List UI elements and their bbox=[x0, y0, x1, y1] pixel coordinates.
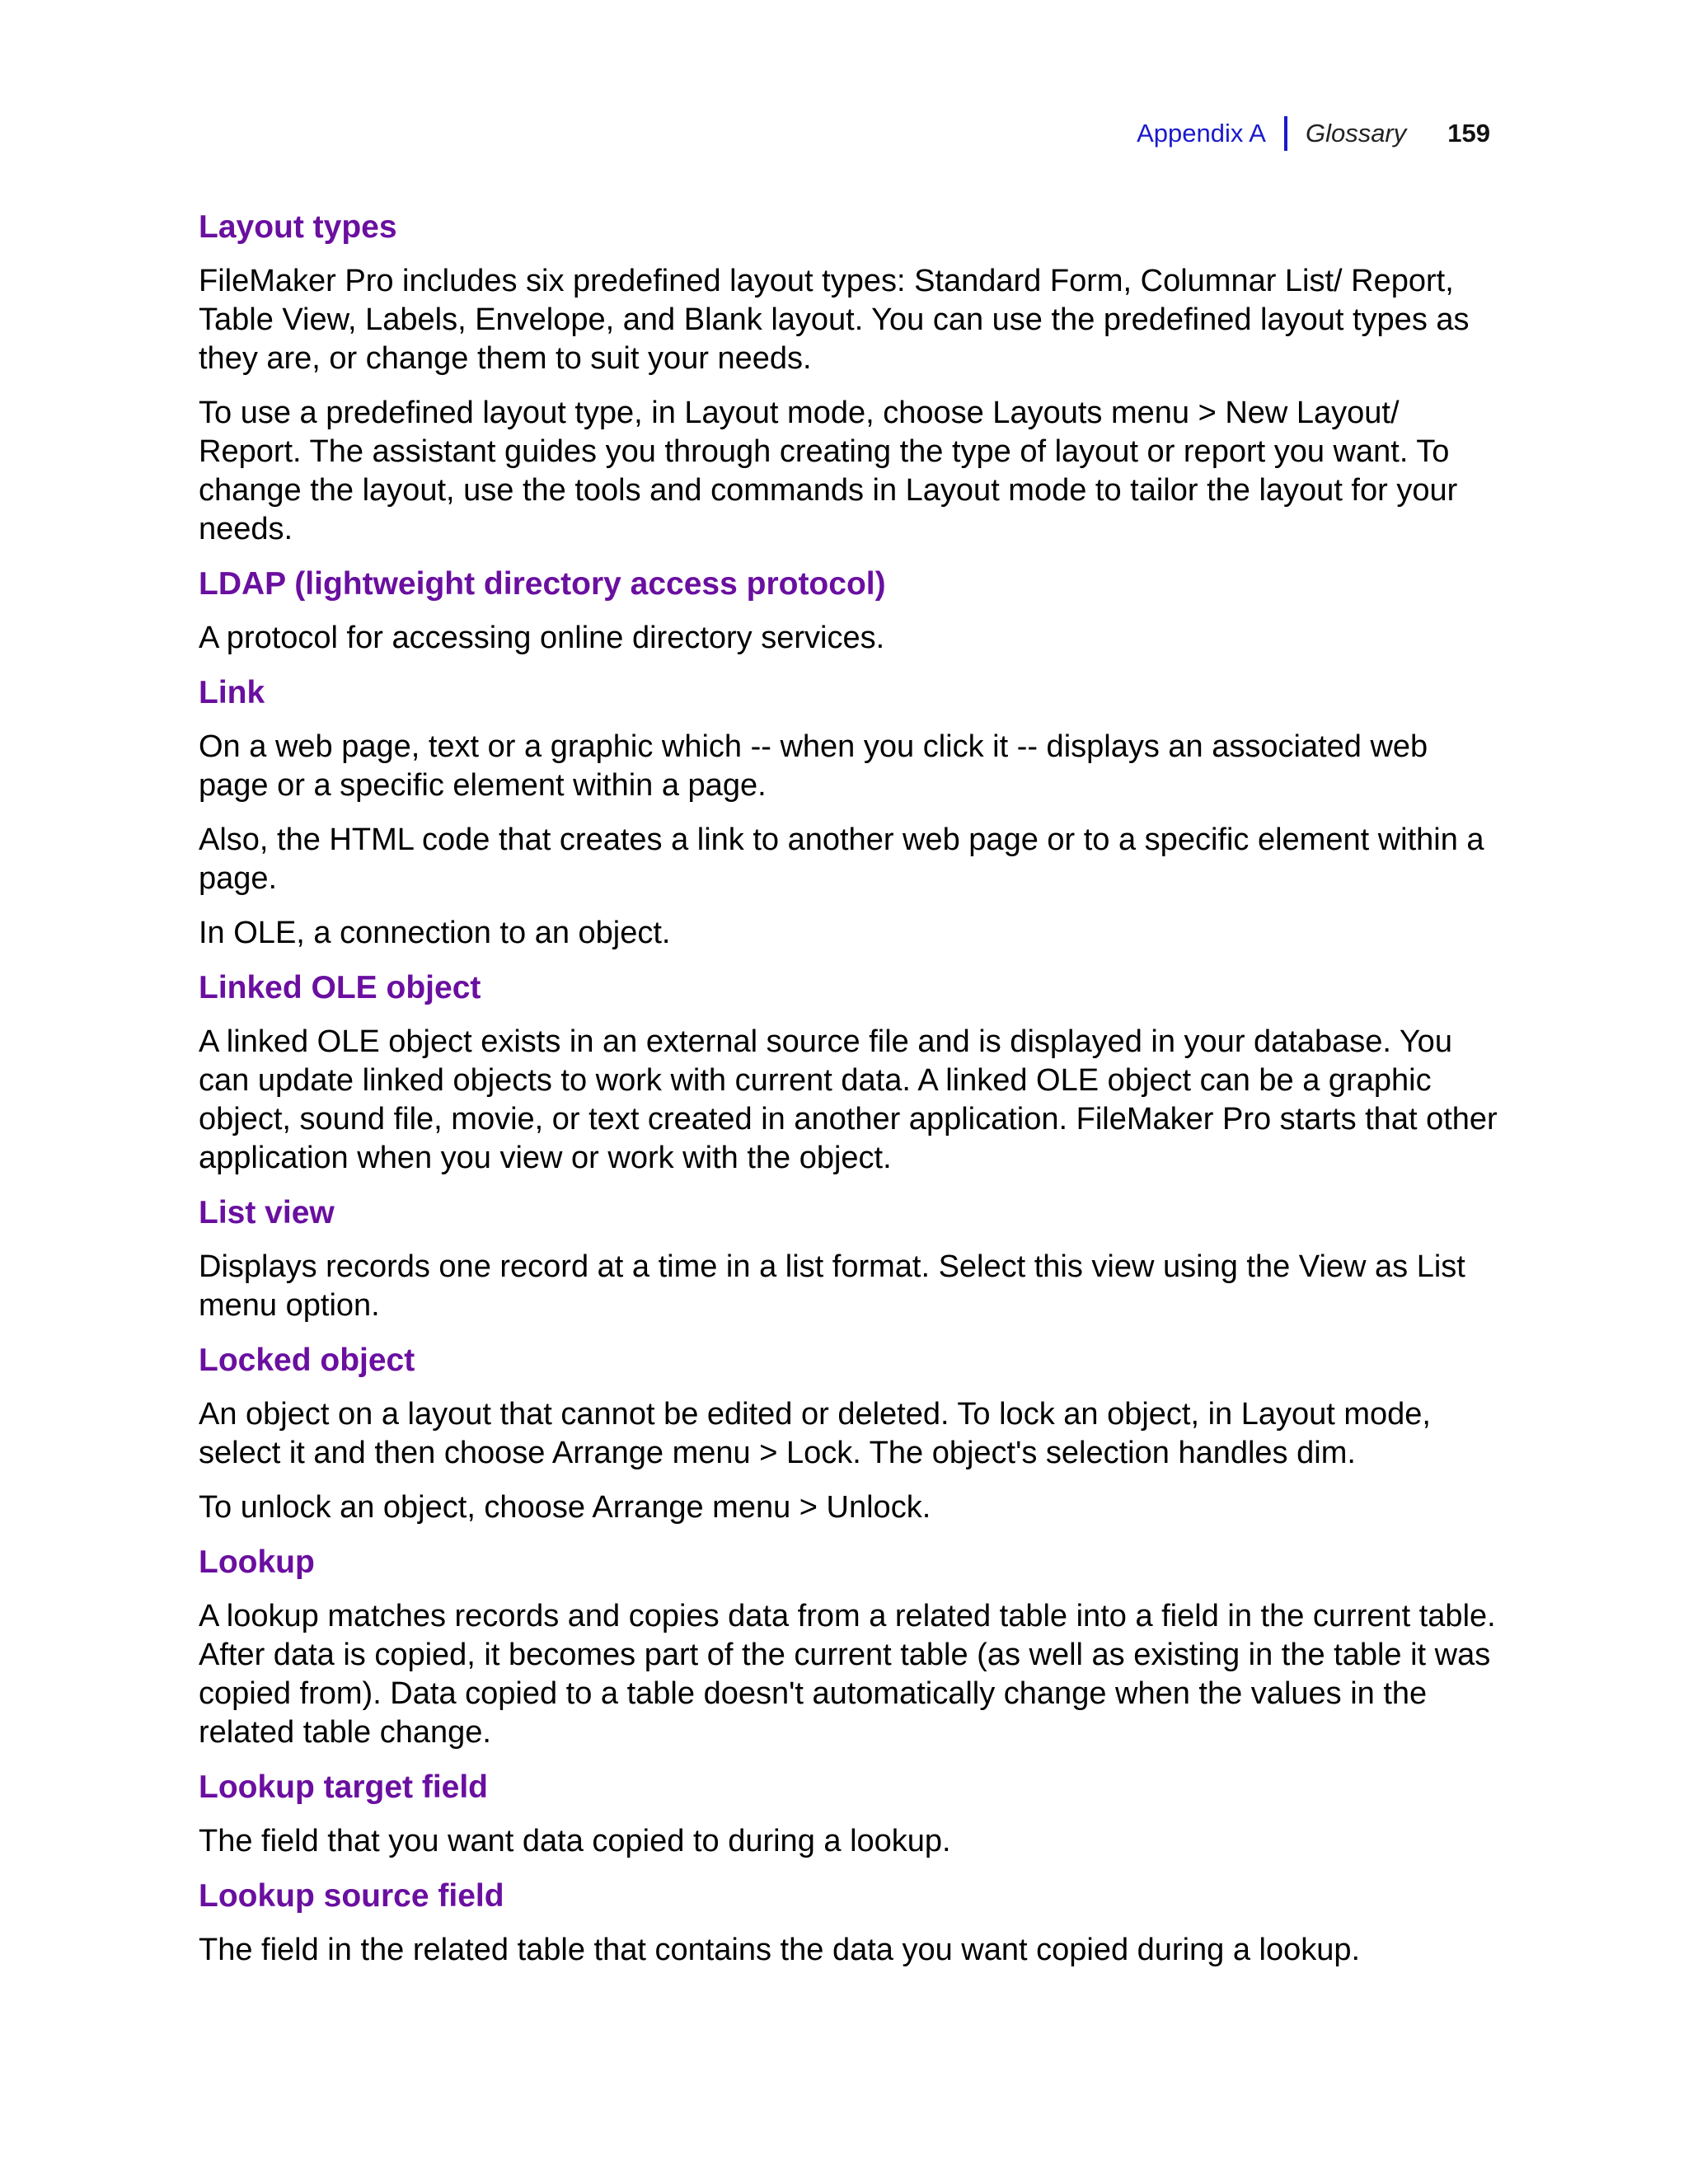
header-divider bbox=[1284, 116, 1287, 151]
glossary-definition: A linked OLE object exists in an external source file and is displayed in your database. You can update linked objects to work with current data. A linked OLE object can be a graphic object, sound file, movie, or text created in another application. FileMaker Pro starts that other application when you view or work with the object. bbox=[199, 1024, 1498, 1175]
glossary-definition: An object on a layout that cannot be edited or deleted. To lock an object, in Layout mode, select it and then choose Arrange menu > Lock. The object's selection handles dim. bbox=[199, 1397, 1431, 1470]
glossary-definition: FileMaker Pro includes six predefined layout types: Standard Form, Columnar List/ Report, Table View, Labels, Envelope, and Blank layout. You can use the predefined layout types as they are, or change them to suit your needs. bbox=[199, 264, 1470, 376]
glossary-definition: To use a predefined layout type, in Layout mode, choose Layouts menu > New Layout/ Report. The assistant guides you through creating the type of layout or report you want. To change the layout, use the tools and commands in Layout mode to tailor the layout for your needs. bbox=[199, 396, 1458, 546]
header-section-label: Appendix A bbox=[1137, 119, 1266, 148]
glossary-definition: Also, the HTML code that creates a link to another web page or to a specific element within a page. bbox=[199, 823, 1484, 896]
glossary-definition: A lookup matches records and copies data from a related table into a field in the current table. After data is copied, it becomes part of the current table (as well as existing in the table it was copied from). Data copied to a table doesn't automatically change when the values in the related table change. bbox=[199, 1599, 1496, 1750]
glossary-term: Linked OLE object bbox=[199, 970, 481, 1005]
glossary-definition: In OLE, a connection to an object. bbox=[199, 916, 671, 950]
glossary-definition: A protocol for accessing online directory services. bbox=[199, 621, 885, 655]
glossary-term: Layout types bbox=[199, 209, 397, 245]
glossary-term: Lookup source field bbox=[199, 1878, 504, 1914]
glossary-definition: On a web page, text or a graphic which -- when you click it -- displays an associated web page or a specific element within a page. bbox=[199, 729, 1428, 803]
header-chapter-label: Glossary bbox=[1305, 119, 1407, 148]
glossary-term: Locked object bbox=[199, 1343, 415, 1378]
glossary-term: Link bbox=[199, 675, 265, 710]
glossary-term: Lookup target field bbox=[199, 1769, 488, 1805]
glossary-body bbox=[199, 208, 1501, 1985]
glossary-term: Lookup bbox=[199, 1544, 315, 1580]
glossary-definition: To unlock an object, choose Arrange menu > Unlock. bbox=[199, 1490, 931, 1525]
glossary-definition: The field in the related table that contains the data you want copied during a lookup. bbox=[199, 1933, 1361, 1967]
running-header bbox=[1137, 114, 1490, 153]
glossary-definition: Displays records one record at a time in a list format. Select this view using the View as List menu option. bbox=[199, 1249, 1465, 1323]
glossary-term: LDAP (lightweight directory access protocol) bbox=[199, 566, 886, 602]
page-number: 159 bbox=[1447, 119, 1490, 148]
glossary-definition: The field that you want data copied to during a lookup. bbox=[199, 1824, 951, 1858]
glossary-term: List view bbox=[199, 1195, 335, 1230]
